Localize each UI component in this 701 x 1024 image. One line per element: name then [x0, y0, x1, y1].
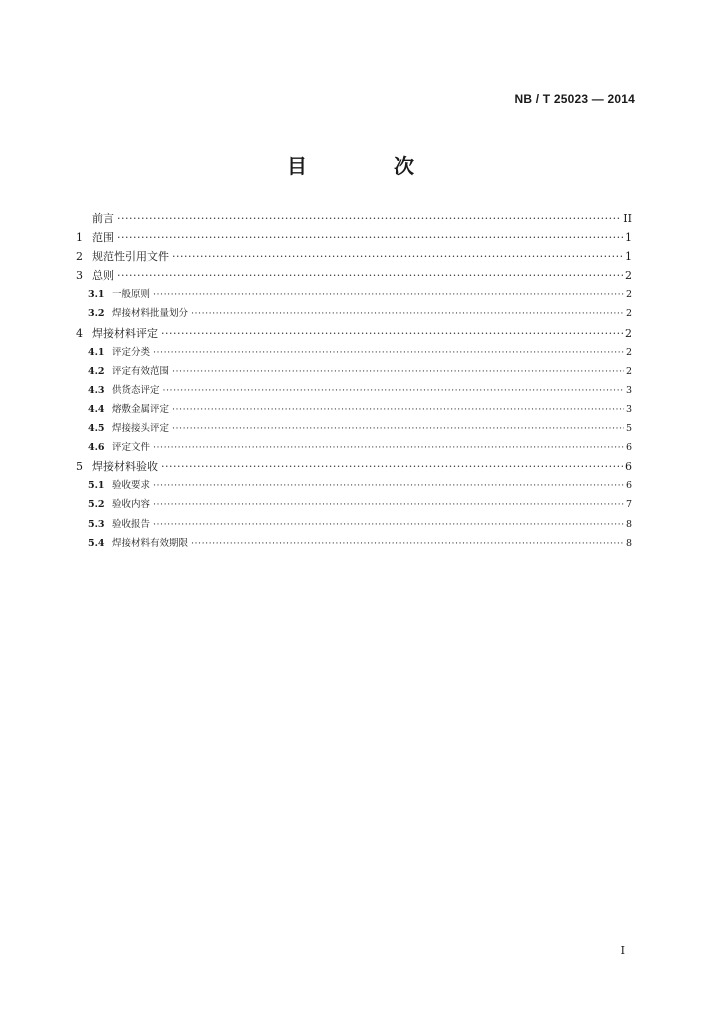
- toc-page: 2: [625, 326, 632, 340]
- toc-number: 5.1: [88, 480, 105, 492]
- toc-number: 3.1: [88, 289, 105, 301]
- toc-page: 1: [625, 231, 632, 245]
- toc-label: 焊接材料批量划分: [112, 308, 189, 320]
- dot-leader: [191, 538, 624, 549]
- toc-entry-5-4[interactable]: [76, 535, 632, 554]
- dot-leader: [153, 289, 624, 300]
- toc-page: 2: [625, 346, 632, 358]
- dot-leader: [117, 269, 623, 282]
- toc-page: 1: [625, 250, 632, 264]
- toc-label: 评定分类: [112, 346, 151, 358]
- toc-number: 3.2: [88, 308, 105, 320]
- toc-number: 4.5: [88, 423, 105, 435]
- toc-entry-4-1[interactable]: [76, 344, 632, 363]
- toc-label: 评定文件: [112, 442, 151, 454]
- toc-entry-5-1[interactable]: [76, 477, 632, 496]
- toc-label: 一般原则: [112, 289, 151, 301]
- toc-entry-4[interactable]: [76, 325, 632, 344]
- toc-label: 总则: [92, 269, 114, 283]
- toc-label: 焊接接头评定: [112, 423, 170, 435]
- toc-number: 1: [76, 231, 83, 245]
- toc-page: 6: [625, 442, 632, 454]
- toc-entry-5-2[interactable]: [76, 496, 632, 515]
- dot-leader: [161, 460, 623, 473]
- toc-label: 评定有效范围: [112, 365, 170, 377]
- toc-number: 4.4: [88, 403, 105, 415]
- dot-leader: [117, 231, 623, 244]
- toc-page: 7: [625, 499, 632, 511]
- dot-leader: [153, 480, 624, 491]
- toc-entry-4-3[interactable]: [76, 382, 632, 401]
- toc-entry-5[interactable]: [76, 458, 632, 477]
- toc-label: 规范性引用文件: [92, 250, 169, 264]
- toc-label: 焊接材料有效期限: [112, 537, 189, 549]
- toc-page: II: [623, 212, 632, 225]
- toc-label: 验收报告: [112, 518, 151, 530]
- toc-number: 4.3: [88, 384, 105, 396]
- toc-page: 2: [625, 308, 632, 320]
- toc-label: 前言: [92, 212, 114, 225]
- toc-entry-3[interactable]: [76, 267, 632, 286]
- dot-leader: [172, 423, 624, 434]
- toc-label: 验收要求: [112, 480, 151, 492]
- toc-label: 范围: [92, 231, 114, 245]
- dot-leader: [191, 308, 624, 319]
- toc-entry-5-3[interactable]: [76, 516, 632, 535]
- toc-label: 供货态评定: [112, 384, 160, 396]
- toc-entry-4-2[interactable]: [76, 363, 632, 382]
- toc-entry-1[interactable]: [76, 229, 632, 248]
- page-number: I: [620, 944, 625, 957]
- dot-leader: [117, 212, 621, 225]
- toc-page: 3: [625, 403, 632, 415]
- dot-leader: [163, 385, 624, 396]
- toc-page: 8: [625, 537, 632, 549]
- table-of-contents: [76, 210, 632, 554]
- dot-leader: [161, 327, 623, 340]
- toc-page: 6: [625, 480, 632, 492]
- toc-entry-3-1[interactable]: [76, 286, 632, 305]
- toc-page: 6: [625, 460, 632, 474]
- toc-entry-4-6[interactable]: [76, 439, 632, 458]
- toc-number: 5: [76, 460, 83, 474]
- toc-number: 2: [76, 250, 83, 264]
- page-title: 目 次: [287, 154, 454, 178]
- toc-number: 4.1: [88, 346, 105, 358]
- toc-label: 验收内容: [112, 499, 151, 511]
- document-code: NB / T 25023 — 2014: [514, 92, 635, 106]
- toc-page: 8: [625, 518, 632, 530]
- toc-entry-4-4[interactable]: [76, 401, 632, 420]
- toc-number: 5.3: [88, 518, 105, 530]
- toc-label: 焊接材料评定: [92, 326, 158, 340]
- toc-label: 焊接材料验收: [92, 460, 158, 474]
- toc-number: 4: [76, 326, 83, 340]
- dot-leader: [172, 250, 623, 263]
- toc-number: 4.6: [88, 442, 105, 454]
- toc-number: 5.2: [88, 499, 105, 511]
- toc-number: 4.2: [88, 365, 105, 377]
- toc-page: 2: [625, 365, 632, 377]
- toc-label: 熔敷金属评定: [112, 403, 170, 415]
- toc-entry-4-5[interactable]: [76, 420, 632, 439]
- toc-page: 3: [625, 384, 632, 396]
- toc-entry-foreword[interactable]: [76, 210, 632, 229]
- toc-number: 5.4: [88, 537, 105, 549]
- toc-page: 2: [625, 269, 632, 283]
- dot-leader: [153, 519, 624, 530]
- dot-leader: [172, 366, 624, 377]
- dot-leader: [153, 442, 624, 453]
- toc-page: 2: [625, 289, 632, 301]
- toc-entry-2[interactable]: [76, 248, 632, 267]
- dot-leader: [172, 404, 624, 415]
- toc-number: 3: [76, 269, 83, 283]
- toc-page: 5: [625, 423, 632, 435]
- dot-leader: [153, 499, 624, 510]
- dot-leader: [153, 347, 624, 358]
- toc-entry-3-2[interactable]: [76, 305, 632, 324]
